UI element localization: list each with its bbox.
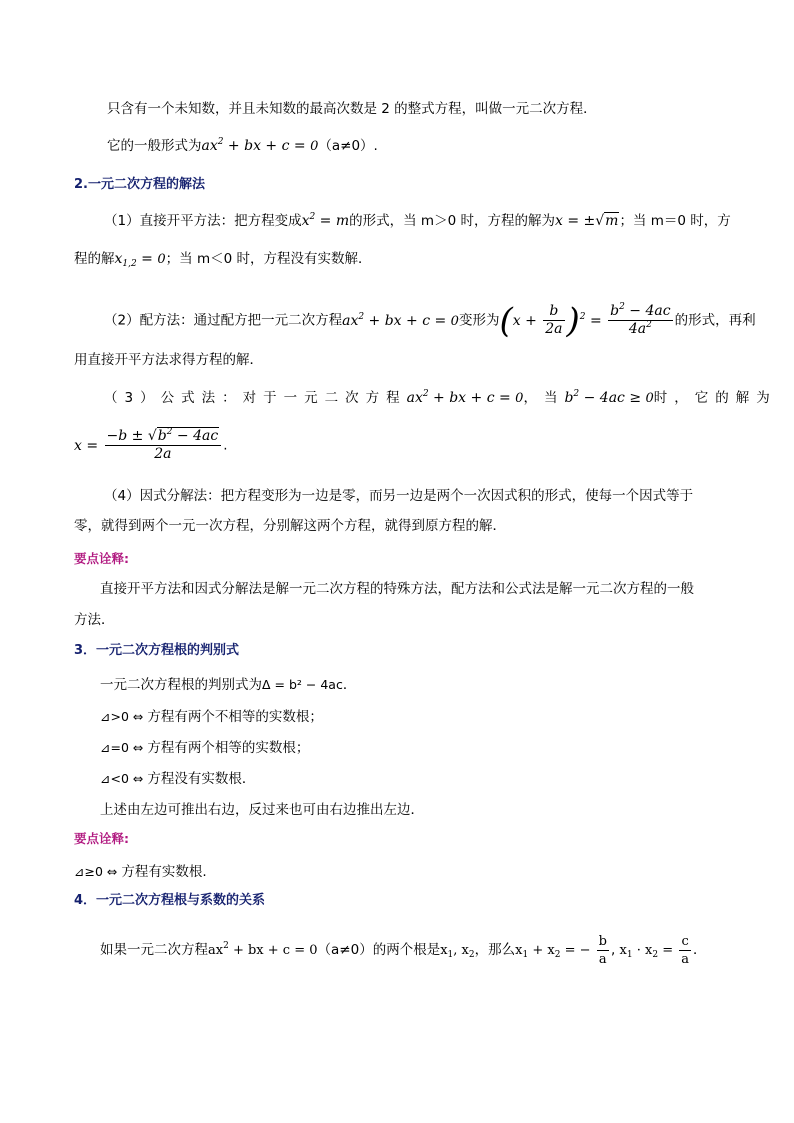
method-3-text-b: ，当 bbox=[523, 390, 565, 406]
method-1-formula-solution: x = ±√m bbox=[554, 213, 619, 229]
general-form-equation: $ax^2$ + bx + c = 0 bbox=[201, 137, 319, 154]
gt-zero-symbol: ⊿>0 ⇔ bbox=[100, 709, 148, 724]
vieta-text-c: ，那么 bbox=[474, 942, 516, 958]
method-1-formula-form: $x^2 = m$ bbox=[301, 212, 350, 229]
general-form-suffix: （a≠0）. bbox=[318, 138, 378, 154]
lt-zero-text: 方程没有实数根． bbox=[147, 771, 256, 787]
reverse-note: 上述由左边可推出右边，反过来也可由右边推出左边． bbox=[100, 802, 424, 818]
method-1-line-2 bbox=[74, 249, 371, 270]
method-2-completed-square: (x + $\frac{b}{2a}$ )$^2$ = $\frac{b^2 - 4ac}{4a^2}$ bbox=[499, 300, 671, 341]
gt-zero-text: 方程有两个不相等的实数根； bbox=[147, 709, 323, 725]
method-2-line-2: 用直接开平方法求得方程的解． bbox=[74, 352, 263, 368]
method-2-text-b: 变形为 bbox=[458, 312, 500, 329]
method-1-text-c: ；当 m＝0 时，方 bbox=[619, 213, 731, 229]
method-1-text-a: （1）直接开平方法：把方程变成 bbox=[104, 213, 302, 229]
general-form-line bbox=[107, 136, 378, 157]
method-1-formula-zero: $x_{1,2} = 0$ bbox=[114, 251, 166, 269]
vieta-text-a: 如果一元二次方程 bbox=[100, 942, 208, 958]
method-3-line-2: x = $\frac{-b \pm √b^2 - 4ac}{2a}$ . bbox=[74, 427, 228, 462]
method-2-text-c: 的形式，再利 bbox=[674, 312, 756, 329]
discriminant-formula: Δ = b² − 4ac bbox=[262, 677, 343, 692]
method-3-condition: $b^2 - 4ac \ge 0$ bbox=[564, 389, 654, 406]
eq-zero-symbol: ⊿=0 ⇔ bbox=[100, 740, 148, 755]
vieta-product: $x_1 \cdot x_2$ = $\frac{c}{a}$ bbox=[619, 934, 690, 967]
discriminant-line: 一元二次方程根的判别式为Δ = b² − 4ac． bbox=[100, 677, 357, 693]
section-3-title: 3．一元二次方程根的判别式 bbox=[74, 643, 240, 658]
method-1-text-b: 的形式，当 m＞0 时，方程的解为 bbox=[349, 213, 555, 229]
method-1-text-d: 程的解 bbox=[74, 251, 115, 267]
method-2-equation: $ax^2$ + bx + c = 0 bbox=[342, 311, 459, 329]
method-1-line-1 bbox=[104, 211, 731, 231]
method-1-text-e: ；当 m＜0 时，方程没有实数解． bbox=[165, 251, 372, 267]
method-3-text-a: （3）公式法：对于一元二次方程 bbox=[104, 390, 407, 406]
method-4-line-1: （4）因式分解法：把方程变形为一边是零，而另一边是两个一次因式积的形式，使每一个因式等于 bbox=[104, 488, 694, 504]
vieta-equation: $ax^2$ + bx + c = 0 bbox=[208, 941, 318, 958]
note-label-2: 要点诠释: bbox=[74, 831, 129, 846]
vieta-line: 如果一元二次方程$ax^2$ + bx + c = 0（a≠0）的两个根是$x_1$, $x_2$，那么$x_1 + x_2$ = − $\frac{b}{a}$ , $x_1 \cdot x_2$ = $\frac{c}{a}$ ． bbox=[100, 934, 707, 967]
discriminant-ge-zero bbox=[74, 862, 207, 882]
definition-line: 只含有一个未知数，并且未知数的最高次数是 2 的整式方程，叫做一元二次方程． bbox=[107, 101, 597, 117]
vieta-roots: $x_1$, $x_2$ bbox=[440, 943, 475, 960]
eq-zero-text: 方程有两个相等的实数根； bbox=[147, 740, 310, 756]
method-2-line-1 bbox=[104, 300, 756, 341]
discriminant-lt-zero bbox=[100, 769, 255, 789]
note-1-line-1: 直接开平方法和因式分解法是解一元二次方程的特殊方法，配方法和公式法是解一元二次方程的一般 bbox=[100, 581, 694, 597]
method-3-line-1 bbox=[104, 388, 777, 409]
method-4-line-2: 零，就得到两个一元一次方程，分别解这两个方程，就得到原方程的解． bbox=[74, 518, 506, 534]
note-label-1: 要点诠释: bbox=[74, 551, 129, 566]
method-3-text-c: 时，它的解为 bbox=[653, 390, 777, 406]
section-2-title: 2.一元二次方程的解法 bbox=[74, 177, 205, 192]
quadratic-formula: x = $\frac{-b \pm √b^2 - 4ac}{2a}$ bbox=[74, 438, 223, 454]
discriminant-gt-zero bbox=[100, 707, 323, 727]
general-form-prefix: 它的一般形式为 bbox=[107, 138, 202, 154]
lt-zero-symbol: ⊿<0 ⇔ bbox=[100, 771, 148, 786]
section-4-title: 4．一元二次方程根与系数的关系 bbox=[74, 893, 266, 908]
vieta-sum: $x_1 + x_2$ = − $\frac{b}{a}$ bbox=[515, 934, 607, 967]
vieta-text-b: （a≠0）的两个根是 bbox=[317, 942, 441, 958]
method-2-text-a: （2）配方法：通过配方把一元二次方程 bbox=[104, 312, 343, 329]
discriminant-text: 一元二次方程根的判别式为 bbox=[100, 677, 262, 693]
note-1-line-2: 方法． bbox=[74, 612, 115, 628]
discriminant-eq-zero bbox=[100, 738, 309, 758]
ge-zero-text: 方程有实数根. bbox=[121, 864, 207, 880]
ge-zero-symbol: ⊿≥0 ⇔ bbox=[74, 864, 122, 879]
method-3-equation: $ax^2$ + bx + c = 0 bbox=[406, 389, 524, 406]
